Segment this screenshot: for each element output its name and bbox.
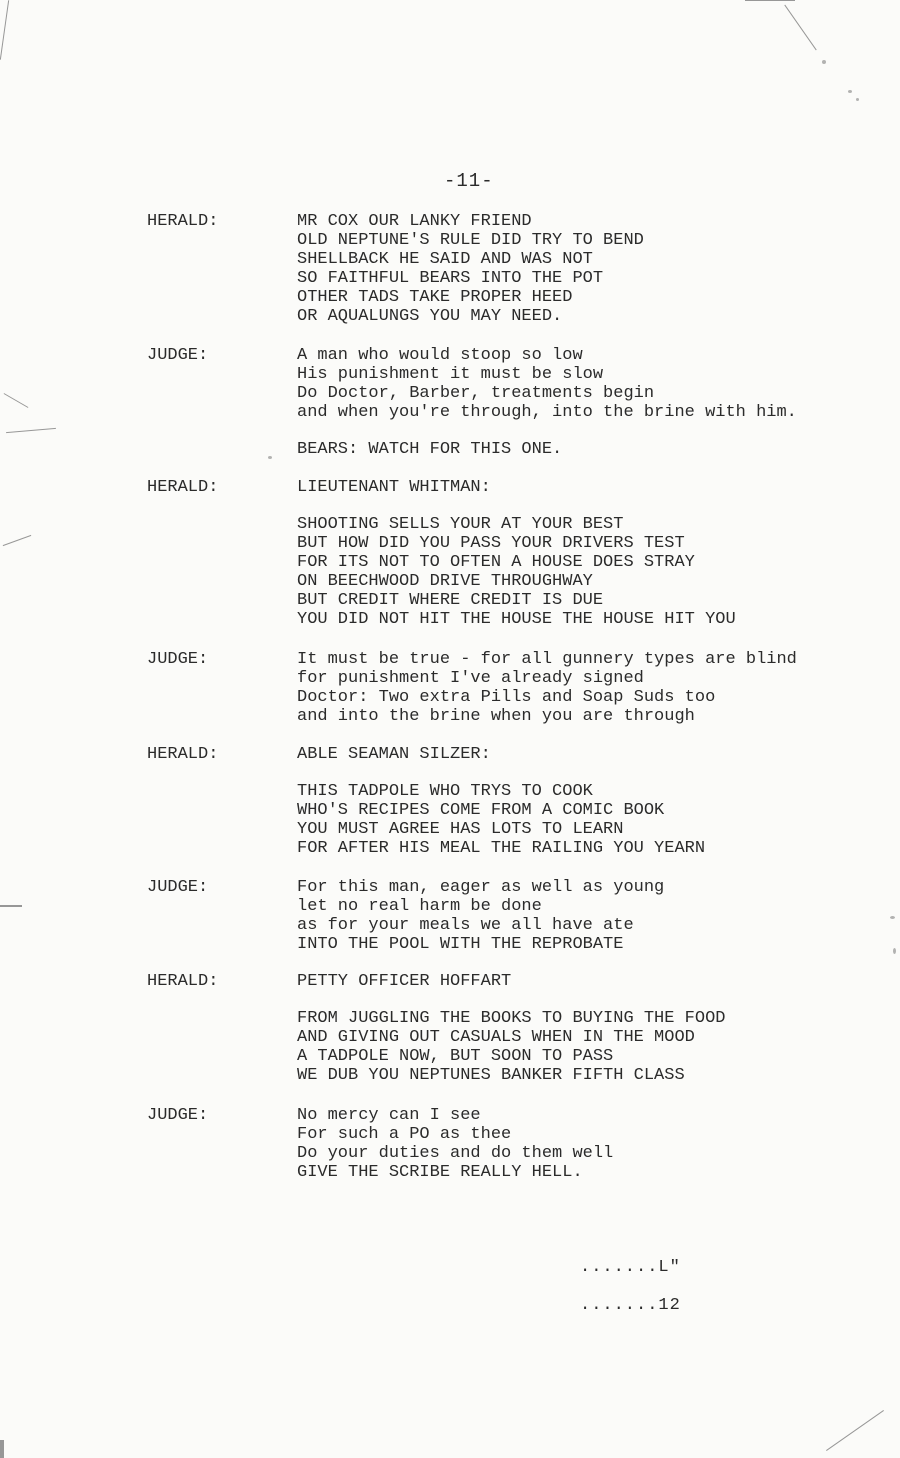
verse-line: BEARS: WATCH FOR THIS ONE. — [297, 440, 563, 459]
verse-line: YOU DID NOT HIT THE HOUSE THE HOUSE HIT YOU — [297, 610, 736, 629]
verse-line: For this man, eager as well as young — [297, 878, 665, 897]
verse-lines — [297, 478, 736, 629]
speaker-label: HERALD: — [147, 212, 219, 231]
verse-line: Do your duties and do them well — [297, 1144, 614, 1163]
verse-line: FOR AFTER HIS MEAL THE RAILING YOU YEARN — [297, 839, 706, 858]
verse-line: For such a PO as thee — [297, 1125, 512, 1144]
speaker-label: JUDGE: — [147, 650, 209, 669]
verse-line: AND GIVING OUT CASUALS WHEN IN THE MOOD — [297, 1028, 695, 1047]
verse-line: WHO'S RECIPES COME FROM A COMIC BOOK — [297, 801, 665, 820]
verse-line: No mercy can I see — [297, 1106, 481, 1125]
block-gap — [297, 497, 736, 515]
verse-lines — [297, 878, 664, 954]
verse-line: Doctor: Two extra Pills and Soap Suds too — [297, 688, 716, 707]
verse-line: SHOOTING SELLS YOUR AT YOUR BEST — [297, 515, 624, 534]
verse-line: A TADPOLE NOW, BUT SOON TO PASS — [297, 1047, 614, 1066]
verse-line: INTO THE POOL WITH THE REPROBATE — [297, 935, 624, 954]
verse-lines — [297, 212, 644, 326]
verse-line: THIS TADPOLE WHO TRYS TO COOK — [297, 782, 593, 801]
speaker-label: JUDGE: — [147, 346, 209, 365]
speaker-label: JUDGE: — [147, 878, 209, 897]
verse-line: LIEUTENANT WHITMAN: — [297, 478, 491, 497]
verse-line: OTHER TADS TAKE PROPER HEED — [297, 288, 573, 307]
speaker-label: HERALD: — [147, 745, 219, 764]
verse-line: A man who would stoop so low — [297, 346, 583, 365]
verse-line: GIVE THE SCRIBE REALLY HELL. — [297, 1163, 583, 1182]
block-gap — [297, 422, 797, 440]
verse-lines — [297, 650, 797, 726]
speaker-label: JUDGE: — [147, 1106, 209, 1125]
verse-line: FOR ITS NOT TO OFTEN A HOUSE DOES STRAY — [297, 553, 695, 572]
verse-line: for punishment I've already signed — [297, 669, 644, 688]
verse-line: and when you're through, into the brine with him. — [297, 403, 797, 422]
verse-line: Do Doctor, Barber, treatments begin — [297, 384, 655, 403]
speaker-label: HERALD: — [147, 478, 219, 497]
verse-line: let no real harm be done — [297, 897, 542, 916]
verse-line: and into the brine when you are through — [297, 707, 695, 726]
verse-line: It must be true - for all gunnery types are blind — [297, 650, 797, 669]
next-page-mark: .......12 — [580, 1296, 681, 1315]
verse-line: YOU MUST AGREE HAS LOTS TO LEARN — [297, 820, 624, 839]
verse-line: His punishment it must be slow — [297, 365, 604, 384]
verse-line: ABLE SEAMAN SILZER: — [297, 745, 491, 764]
verse-line: MR COX OUR LANKY FRIEND — [297, 212, 532, 231]
verse-line: BUT CREDIT WHERE CREDIT IS DUE — [297, 591, 604, 610]
verse-line: PETTY OFFICER HOFFART — [297, 972, 512, 991]
verse-lines — [297, 346, 797, 459]
verse-line: WE DUB YOU NEPTUNES BANKER FIFTH CLASS — [297, 1066, 685, 1085]
verse-line: ON BEECHWOOD DRIVE THROUGHWAY — [297, 572, 593, 591]
verse-line: SHELLBACK HE SAID AND WAS NOT — [297, 250, 593, 269]
block-gap — [297, 764, 705, 782]
verse-line: OR AQUALUNGS YOU MAY NEED. — [297, 307, 563, 326]
block-gap — [297, 991, 725, 1009]
verse-lines — [297, 745, 705, 858]
verse-line: OLD NEPTUNE'S RULE DID TRY TO BEND — [297, 231, 644, 250]
verse-line: as for your meals we all have ate — [297, 916, 634, 935]
verse-lines — [297, 972, 725, 1085]
page-number: -11- — [444, 170, 494, 192]
verse-line: FROM JUGGLING THE BOOKS TO BUYING THE FOOD — [297, 1009, 726, 1028]
speaker-label: HERALD: — [147, 972, 219, 991]
continuation-mark: .......L" — [580, 1258, 681, 1277]
verse-line: SO FAITHFUL BEARS INTO THE POT — [297, 269, 604, 288]
verse-lines — [297, 1106, 613, 1182]
verse-line: BUT HOW DID YOU PASS YOUR DRIVERS TEST — [297, 534, 685, 553]
